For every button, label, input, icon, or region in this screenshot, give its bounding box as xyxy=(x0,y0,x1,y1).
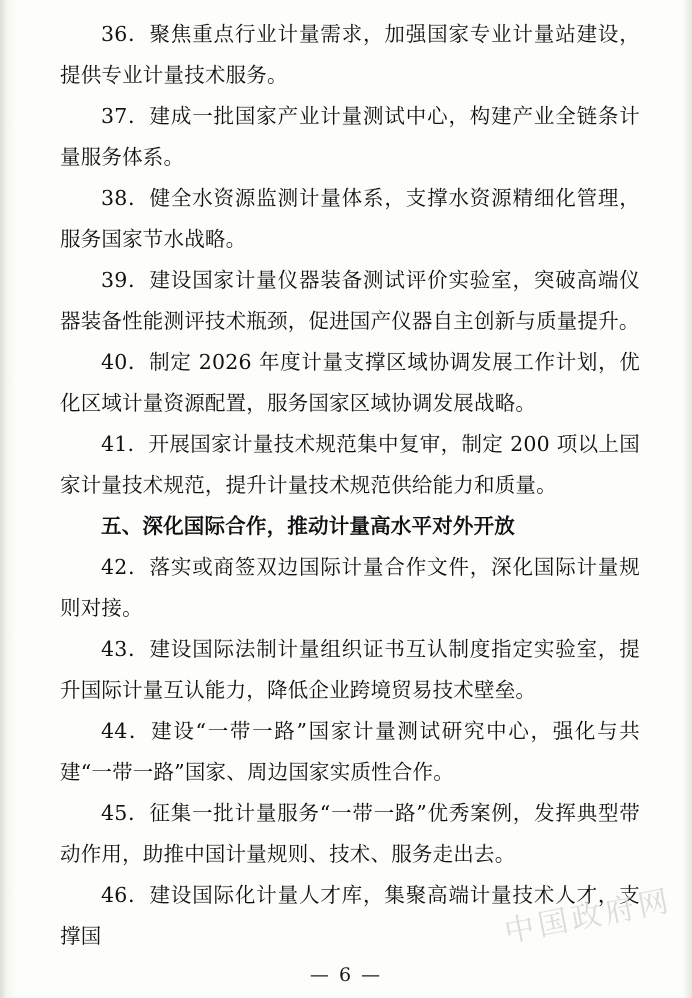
list-item: 39．建设国家计量仪器装备测试评价实验室，突破高端仪器装备性能测评技术瓶颈，促进国产仪器自主创新与质量提升。 xyxy=(60,268,640,333)
list-item: 46．建设国际化计量人才库，集聚高端计量技术人才，支撑国 xyxy=(60,883,640,948)
list-item: 38．健全水资源监测计量体系，支撑水资源精细化管理，服务国家节水战略。 xyxy=(60,186,640,251)
list-item: 42．落实或商签双边国际计量合作文件，深化国际计量规则对接。 xyxy=(60,555,640,620)
watermark: 中国政府网 xyxy=(501,883,676,951)
list-item: 41．开展国家计量技术规范集中复审，制定 200 项以上国家计量技术规范，提升计量技术规范供给能力和质量。 xyxy=(60,432,640,497)
list-item: 36．聚焦重点行业计量需求，加强国家专业计量站建设，提供专业计量技术服务。 xyxy=(60,22,640,87)
list-item: 43．建设国际法制计量组织证书互认制度指定实验室，提升国际计量互认能力，降低企业跨境贸易技术壁垒。 xyxy=(60,637,640,702)
page-number: — 6 — xyxy=(309,964,383,986)
list-item: 40．制定 2026 年度计量支撑区域协调发展工作计划，优化区域计量资源配置，服务国家区域协调发展战略。 xyxy=(60,350,640,415)
list-item: 44．建设“一带一路”国家计量测试研究中心，强化与共建“一带一路”国家、周边国家实质性合作。 xyxy=(60,719,640,784)
document-body xyxy=(60,14,640,957)
section-heading: 五、深化国际合作，推动计量高水平对外开放 xyxy=(101,514,515,538)
list-item: 37．建成一批国家产业计量测试中心，构建产业全链条计量服务体系。 xyxy=(60,104,640,169)
list-item: 45．征集一批计量服务“一带一路”优秀案例，发挥典型带动作用，助推中国计量规则、技术、服务走出去。 xyxy=(60,801,640,866)
